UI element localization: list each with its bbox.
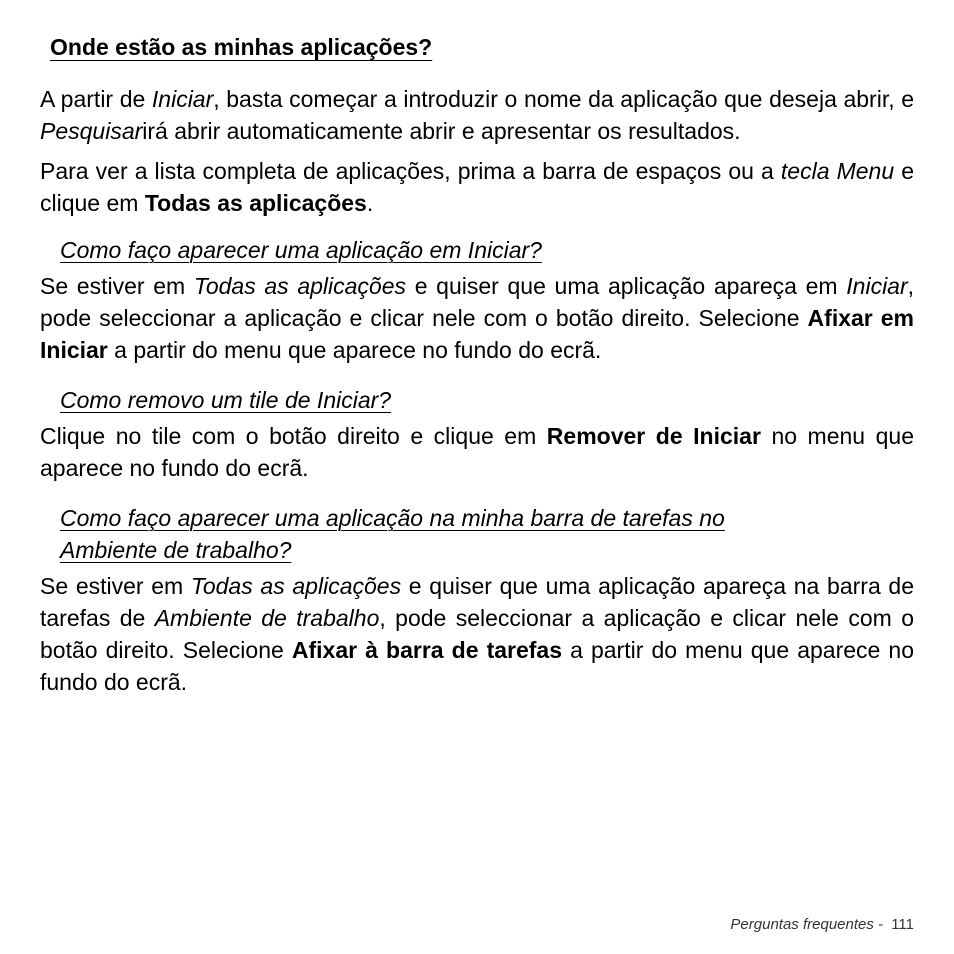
answer-paragraph-start-app: Se estiver em Todas as aplicações e quiser que uma aplicação apareça em Iniciar, pode seleccionar a aplicação e clicar nele com o botão direito. Selecione Afixar em Iniciar a partir do menu que aparece no fundo do ecrã.	[40, 273, 915, 363]
footer-section-name: Perguntas frequentes -	[730, 916, 888, 933]
question-heading-start-app: Como faço aparecer uma aplicação em Iniciar?	[60, 237, 542, 263]
answer-paragraph-taskbar: Se estiver em Todas as aplicações e quiser que uma aplicação apareça na barra de tarefas de Ambiente de trabalho, pode seleccionar a aplicação e clicar nele com o botão direito. Selecione Afixar à barra de tarefas a partir do menu que aparece no fundo do ecrã.	[40, 573, 915, 695]
document-page	[40, 30, 914, 698]
intro-paragraph-1: A partir de Iniciar, basta começar a introduzir o nome da aplicação que deseja abrir, e Pesquisarirá abrir automaticamente abrir e apresentar os resultados.	[40, 86, 915, 144]
intro-paragraph-2: Para ver a lista completa de aplicações, prima a barra de espaços ou a tecla Menu e clique em Todas as aplicações.	[40, 158, 914, 216]
question-heading-remove-tile: Como removo um tile de Iniciar?	[60, 387, 392, 413]
question-heading-taskbar: Como faço aparecer uma aplicação na minha barra de tarefas no Ambiente de trabalho?	[60, 505, 725, 563]
page-number: 111	[891, 916, 914, 933]
answer-paragraph-remove-tile: Clique no tile com o botão direito e clique em Remover de Iniciar no menu que aparece no fundo do ecrã.	[40, 423, 914, 481]
page-footer	[730, 916, 914, 933]
page-title: Onde estão as minhas aplicações?	[50, 34, 433, 60]
